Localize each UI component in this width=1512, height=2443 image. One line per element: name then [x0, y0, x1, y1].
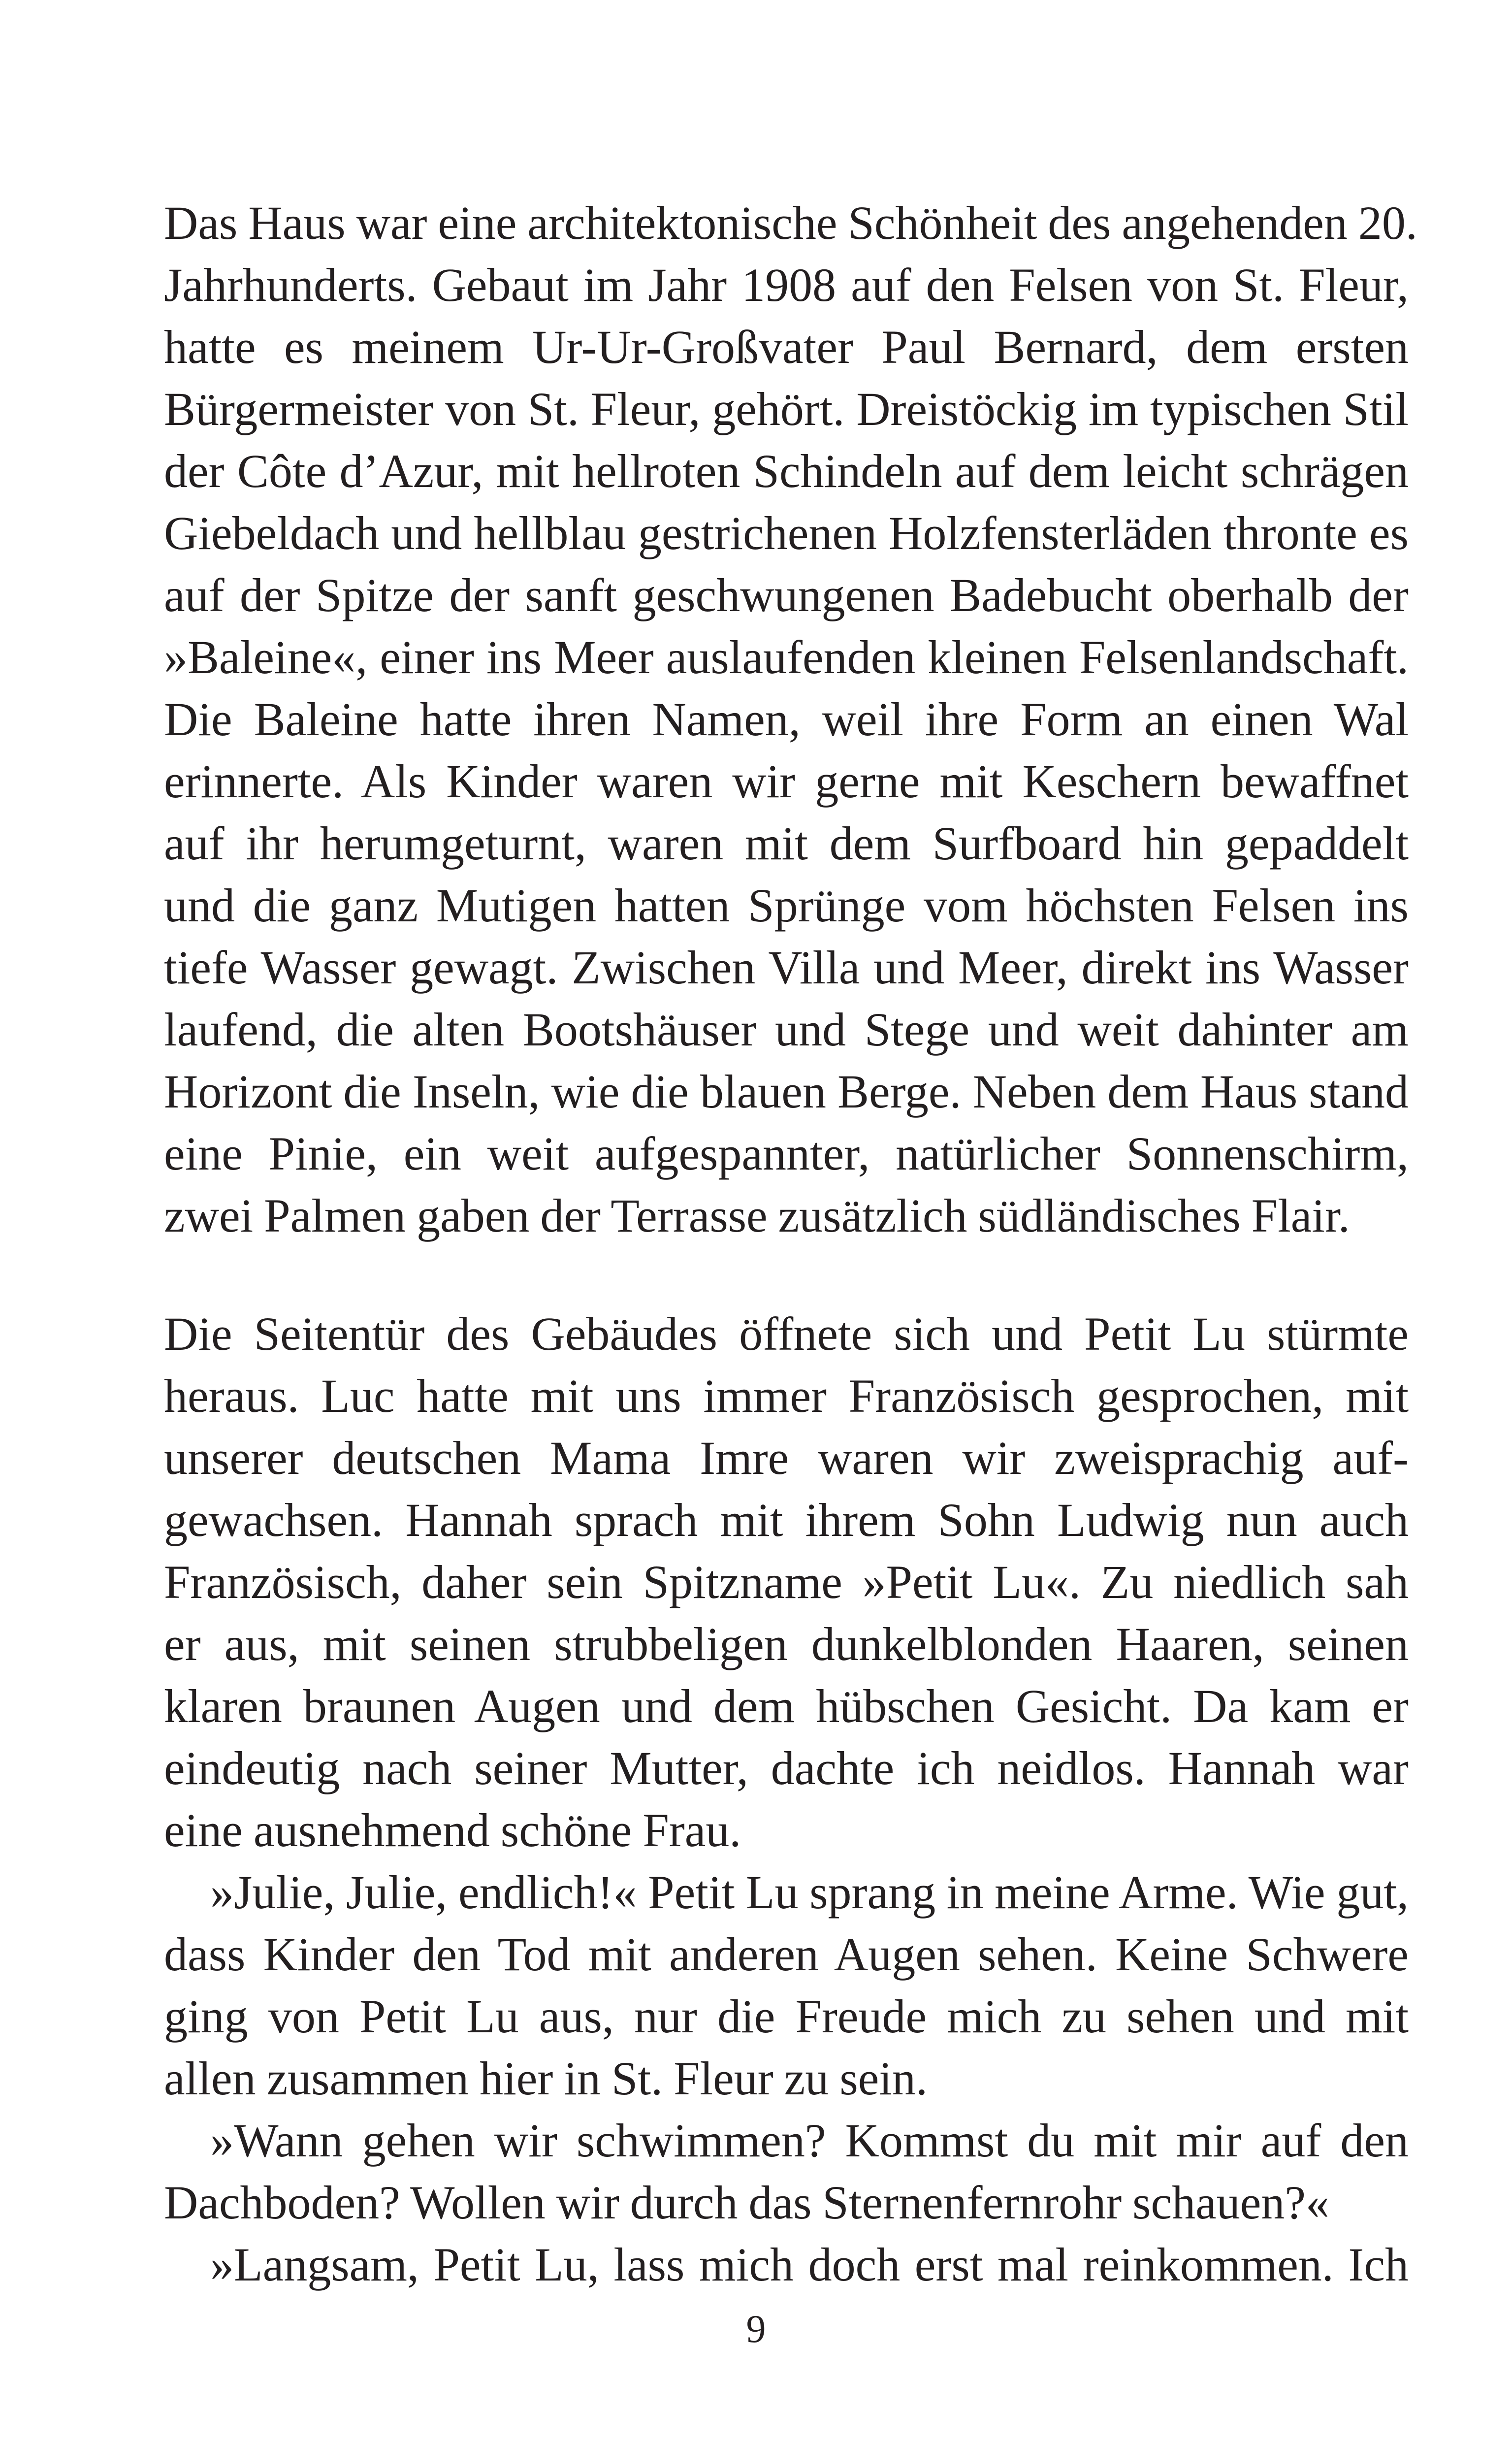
text-line: ging von Petit Lu aus, nur die Freude mich zu sehen und mit — [164, 1990, 1409, 2043]
text-line: auf ihr herumgeturnt, waren mit dem Surfboard hin gepaddelt — [164, 817, 1409, 870]
text-line: Giebeldach und hellblau gestrichenen Holzfensterläden thronte es — [164, 507, 1409, 559]
text-line: der Côte d’Azur, mit hellroten Schindeln auf dem leicht schrägen — [164, 445, 1409, 497]
text-line: Bürgermeister von St. Fleur, gehört. Dreistöckig im typischen Stil — [164, 383, 1409, 435]
text-line: tiefe Wasser gewagt. Zwischen Villa und Meer, direkt ins Wasser — [164, 941, 1409, 994]
text-line: laufend, die alten Bootshäuser und Stege und weit dahinter am — [164, 1003, 1409, 1056]
text-line: »Baleine«, einer ins Meer auslaufenden kleinen Felsenlandschaft. — [164, 631, 1409, 684]
page-number: 9 — [746, 2308, 766, 2351]
text-line: eindeutig nach seiner Mutter, dachte ich neidlos. Hannah war — [164, 1742, 1409, 1794]
text-line: und die ganz Mutigen hatten Sprünge vom höchsten Felsen ins — [164, 879, 1409, 932]
text-line: klaren braunen Augen und dem hübschen Gesicht. Da kam er — [164, 1680, 1409, 1732]
paragraph-1 — [164, 192, 1417, 1247]
text-line: Dachboden? Wollen wir durch das Sternenfernrohr schauen?« — [164, 2176, 1329, 2229]
text-line: er aus, mit seinen strubbeligen dunkelblonden Haaren, seinen — [164, 1618, 1409, 1670]
text-line: erinnerte. Als Kinder waren wir gerne mit Keschern bewaffnet — [164, 755, 1409, 808]
text-line: eine ausnehmend schöne Frau. — [164, 1804, 741, 1857]
text-line: zwei Palmen gaben der Terrasse zusätzlich südländisches Flair. — [164, 1189, 1350, 1242]
text-line: Die Seitentür des Gebäudes öffnete sich und Petit Lu stürmte — [164, 1307, 1409, 1360]
text-line: heraus. Luc hatte mit uns immer Französisch gesprochen, mit — [164, 1369, 1409, 1422]
text-line: gewachsen. Hannah sprach mit ihrem Sohn Ludwig nun auch — [164, 1494, 1409, 1546]
text-line: Horizont die Inseln, wie die blauen Berge. Neben dem Haus stand — [164, 1065, 1409, 1118]
text-line: Jahrhunderts. Gebaut im Jahr 1908 auf den Felsen von St. Fleur, — [164, 259, 1409, 311]
paragraph-2 — [164, 1303, 1409, 2296]
text-line: allen zusammen hier in St. Fleur zu sein. — [164, 2052, 928, 2105]
text-line: hatte es meinem Ur-Ur-Großvater Paul Bernard, dem ersten — [164, 321, 1409, 373]
text-line: dass Kinder den Tod mit anderen Augen sehen. Keine Schwere — [164, 1928, 1409, 1981]
text-line: eine Pinie, ein weit aufgespannter, natürlicher Sonnenschirm, — [164, 1127, 1409, 1180]
text-line: »Wann gehen wir schwimmen? Kommst du mit mir auf den — [210, 2114, 1409, 2167]
text-line: auf der Spitze der sanft geschwungenen Badebucht oberhalb der — [164, 569, 1409, 621]
text-line: »Langsam, Petit Lu, lass mich doch erst mal reinkommen. Ich — [210, 2238, 1409, 2291]
text-line: unserer deutschen Mama Imre waren wir zweisprachig auf- — [164, 1432, 1409, 1484]
text-line: Französisch, daher sein Spitzname »Petit Lu«. Zu niedlich sah — [164, 1556, 1409, 1608]
text-line: »Julie, Julie, endlich!« Petit Lu sprang in meine Arme. Wie gut, — [210, 1866, 1409, 1919]
text-line: Das Haus war eine architektonische Schönheit des angehenden 20. — [164, 196, 1417, 249]
text-line: Die Baleine hatte ihren Namen, weil ihre Form an einen Wal — [164, 693, 1409, 746]
